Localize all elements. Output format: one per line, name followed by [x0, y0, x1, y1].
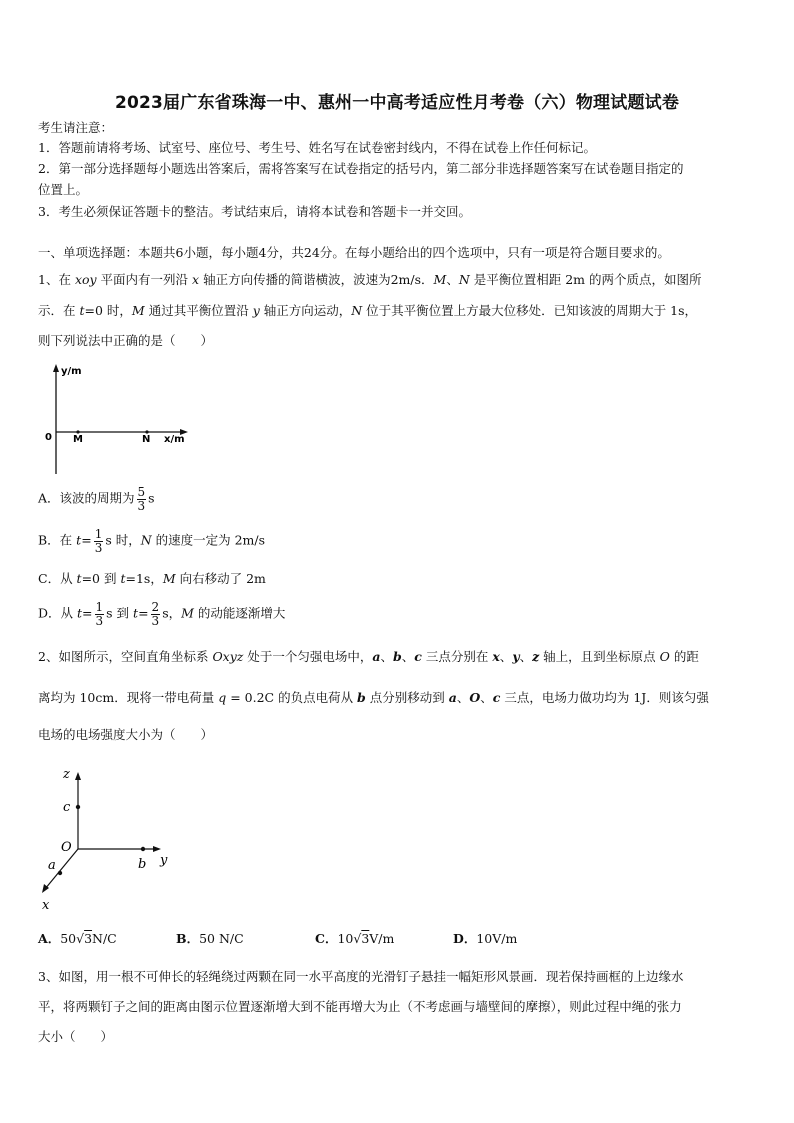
- notice-item-3: 3．考生必须保证答题卡的整洁。考试结束后，请将本试卷和答题卡一并交回。: [38, 204, 471, 219]
- notice-item-1: 1．答题前请将考场、试室号、座位号、考生号、姓名写在试卷密封线内，不得在试卷上作任何标记。: [38, 140, 596, 155]
- q2-option-a[interactable]: A．50√3N/C: [38, 931, 117, 946]
- q2-option-d[interactable]: D．10V/m: [453, 931, 518, 946]
- q3-stem-line1: 3、如图，用一根不可伸长的轻绳绕过两颗在同一水平高度的光滑钉子悬挂一幅矩形风景画．现若保持画框的上边缘水: [38, 969, 684, 984]
- q1-wave-figure: [40, 362, 200, 480]
- q1-y-arrow: [53, 364, 59, 372]
- section-heading: 一、单项选择题：本题共6小题，每小题4分，共24分。在每小题给出的四个选项中，只有一项是符合题目要求的。: [38, 245, 670, 260]
- notice-item-2: 2．第一部分选择题每小题选出答案后，需将答案写在试卷指定的括号内，第二部分非选择题答案写在试卷题目指定的: [38, 161, 684, 176]
- q1-option-d[interactable]: D．从 t= $\frac{1}{3}$ s 到 t= $\frac{2}{3}$ s，M 的动能逐渐增大: [38, 600, 286, 628]
- q1-option-b[interactable]: B．在 t= $\frac{1}{3}$ s 时，N 的速度一定为 2m/s: [38, 527, 266, 555]
- q1-point-m-label: M: [73, 434, 83, 445]
- q1-stem-line1: 1、在 xoy 平面内有一列沿 x 轴正方向传播的简谐横波，波速为2m/s．M、N 是平衡位置相距 2m 的两个质点，如图所: [38, 272, 702, 287]
- q2-point-c: [76, 805, 80, 809]
- notice-heading: 考生请注意：: [38, 120, 114, 135]
- q2-point-b-label: b: [138, 857, 147, 872]
- notice-item-2-cont: 位置上。: [38, 182, 89, 197]
- q2-coordinate-figure: [36, 763, 186, 913]
- q1-point-n-label: N: [142, 434, 151, 445]
- fraction: $\frac{1}{3}$: [95, 600, 104, 628]
- q2-point-b: [141, 847, 145, 851]
- fraction: $\frac{1}{3}$: [94, 527, 103, 555]
- page-title: 2023届广东省珠海一中、惠州一中高考适应性月考卷（六）物理试题试卷: [114, 93, 680, 113]
- q2-y-arrow: [153, 846, 161, 852]
- q2-point-a: [58, 871, 62, 875]
- q2-z-label: z: [63, 767, 70, 782]
- fraction: $\frac{5}{3}$: [137, 485, 146, 513]
- q2-x-label: x: [42, 898, 50, 913]
- q3-stem-line3: 大小（ ）: [38, 1029, 114, 1044]
- q2-stem-line1: 2、如图所示，空间直角坐标系 Oxyz 处于一个匀强电场中，a、b、c 三点分别在 x、y、z 轴上，且到坐标原点 O 的距: [38, 649, 699, 664]
- q1-y-label: y/m: [61, 366, 82, 377]
- q1-x-label: x/m: [164, 434, 185, 445]
- q1-axes-diagram: [40, 362, 200, 480]
- q1-stem-line3: 则下列说法中正确的是（ ）: [38, 333, 214, 348]
- q2-point-c-label: c: [63, 800, 71, 815]
- q1-origin-label: 0: [45, 432, 52, 443]
- fraction: $\frac{2}{3}$: [151, 600, 160, 628]
- q2-y-label: y: [160, 853, 168, 868]
- q1-option-a[interactable]: A．该波的周期为 $\frac{5}{3}$ s: [38, 485, 155, 513]
- q3-stem-line2: 平，将两颗钉子之间的距离由图示位置逐渐增大到不能再增大为止（不考虑画与墙壁间的摩擦），则此过程中绳的张力: [38, 999, 682, 1014]
- q1-stem-line2: 示．在 t=0 时，M 通过其平衡位置沿 y 轴正方向运动，N 位于其平衡位置上方最大位移处．已知该波的周期大于 1s，: [38, 303, 697, 318]
- q2-option-b[interactable]: B．50 N/C: [176, 931, 244, 946]
- q2-axes-diagram: [36, 763, 186, 913]
- q1-option-c[interactable]: C．从 t=0 到 t=1s，M 向右移动了 2m: [38, 571, 266, 586]
- q2-stem-line2: 离均为 10cm．现将一带电荷量 q = 0.2C 的负点电荷从 b 点分别移动到 a、O、c 三点，电场力做功均为 1J．则该匀强: [38, 690, 709, 705]
- q2-z-arrow: [75, 772, 81, 780]
- q2-point-a-label: a: [48, 858, 56, 873]
- q2-stem-line3: 电场的电场强度大小为（ ）: [38, 727, 214, 742]
- sqrt-sign: √: [353, 931, 362, 946]
- q2-option-c[interactable]: C．10√3V/m: [315, 931, 395, 946]
- q2-origin-label: O: [61, 840, 72, 855]
- sqrt-sign: √: [76, 931, 85, 946]
